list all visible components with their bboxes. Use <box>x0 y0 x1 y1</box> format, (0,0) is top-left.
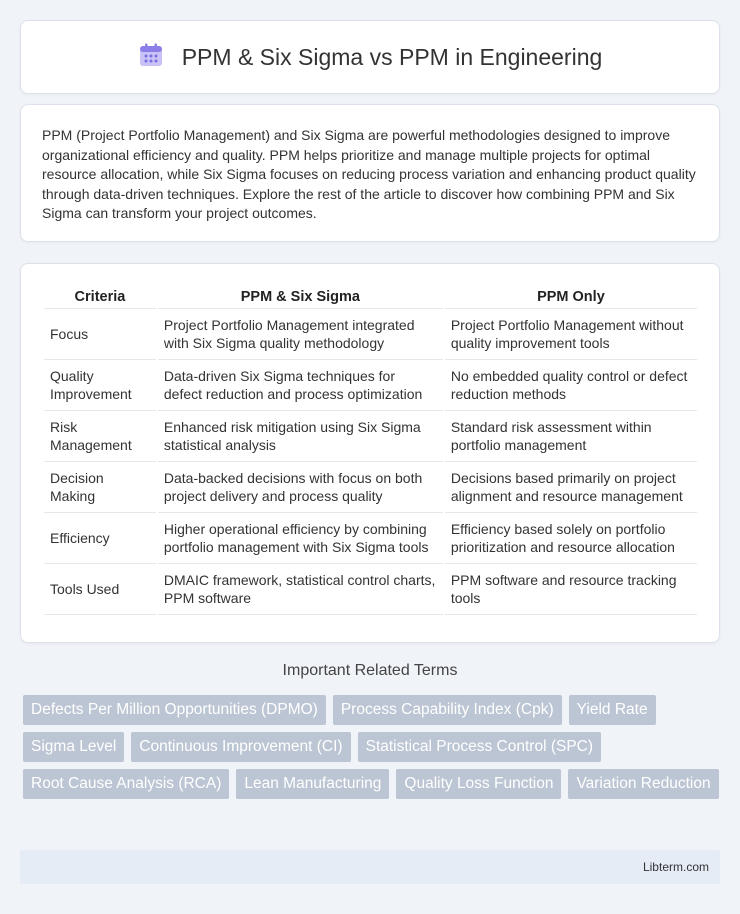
term-tag[interactable]: Process Capability Index (Cpk) <box>333 695 562 725</box>
row-ppm-six-sigma: Project Portfolio Management integrated with Six Sigma quality methodology <box>158 309 443 360</box>
row-criteria: Focus <box>44 309 156 360</box>
intro-text: PPM (Project Portfolio Management) and Six Sigma are powerful methodologies designed to improve organizational efficiency and quality. PPM helps prioritize and manage multiple projects for optimal resource allocation, while Six Sigma focuses on reducing process variation and enhancing product quality through data-driven techniques. Explore the rest of the article to discover how combining PPM and Six Sigma can transform your project outcomes. <box>42 127 696 221</box>
intro-card <box>20 104 720 242</box>
footer-site-link[interactable]: Libterm.com <box>642 860 709 874</box>
term-tag[interactable]: Lean Manufacturing <box>236 769 389 799</box>
row-ppm-six-sigma: Enhanced risk mitigation using Six Sigma statistical analysis <box>158 411 443 462</box>
comparison-card <box>20 263 720 643</box>
term-tag[interactable]: Defects Per Million Opportunities (DPMO) <box>23 695 326 725</box>
row-criteria: Tools Used <box>44 564 156 615</box>
page-title: PPM & Six Sigma vs PPM in Engineering <box>181 43 603 70</box>
table-header-row <box>44 284 697 309</box>
calendar-icon <box>138 42 164 73</box>
row-criteria: Efficiency <box>44 513 156 564</box>
table-row <box>44 360 697 411</box>
title-card <box>20 20 720 94</box>
term-tag[interactable]: Continuous Improvement (CI) <box>131 732 350 762</box>
header-criteria: Criteria <box>44 284 156 309</box>
comparison-table <box>42 284 699 615</box>
term-tag[interactable]: Root Cause Analysis (RCA) <box>23 769 229 799</box>
row-criteria: Quality Improvement <box>44 360 156 411</box>
row-ppm-six-sigma: Data-driven Six Sigma techniques for defect reduction and process optimization <box>158 360 443 411</box>
table-row <box>44 513 697 564</box>
term-tag[interactable]: Quality Loss Function <box>396 769 561 799</box>
table-row <box>44 564 697 615</box>
row-ppm-six-sigma: Higher operational efficiency by combining portfolio management with Six Sigma tools <box>158 513 443 564</box>
footer <box>20 850 720 884</box>
row-ppm-only: Efficiency based solely on portfolio prioritization and resource allocation <box>445 513 697 564</box>
related-terms-list <box>23 695 723 799</box>
row-ppm-only: Decisions based primarily on project alignment and resource management <box>445 462 697 513</box>
table-row <box>44 462 697 513</box>
table-row <box>44 309 697 360</box>
row-ppm-only: PPM software and resource tracking tools <box>445 564 697 615</box>
term-tag[interactable]: Sigma Level <box>23 732 124 762</box>
term-tag[interactable]: Statistical Process Control (SPC) <box>358 732 601 762</box>
row-ppm-only: Standard risk assessment within portfolio management <box>445 411 697 462</box>
row-criteria: Risk Management <box>44 411 156 462</box>
row-ppm-only: Project Portfolio Management without quality improvement tools <box>445 309 697 360</box>
term-tag[interactable]: Yield Rate <box>569 695 656 725</box>
header-ppm-six-sigma: PPM & Six Sigma <box>158 284 443 309</box>
header-ppm-only: PPM Only <box>445 284 697 309</box>
table-row <box>44 411 697 462</box>
row-ppm-only: No embedded quality control or defect reduction methods <box>445 360 697 411</box>
term-tag[interactable]: Variation Reduction <box>568 769 718 799</box>
row-criteria: Decision Making <box>44 462 156 513</box>
row-ppm-six-sigma: Data-backed decisions with focus on both project delivery and process quality <box>158 462 443 513</box>
row-ppm-six-sigma: DMAIC framework, statistical control charts, PPM software <box>158 564 443 615</box>
related-terms-heading: Important Related Terms <box>282 662 458 679</box>
